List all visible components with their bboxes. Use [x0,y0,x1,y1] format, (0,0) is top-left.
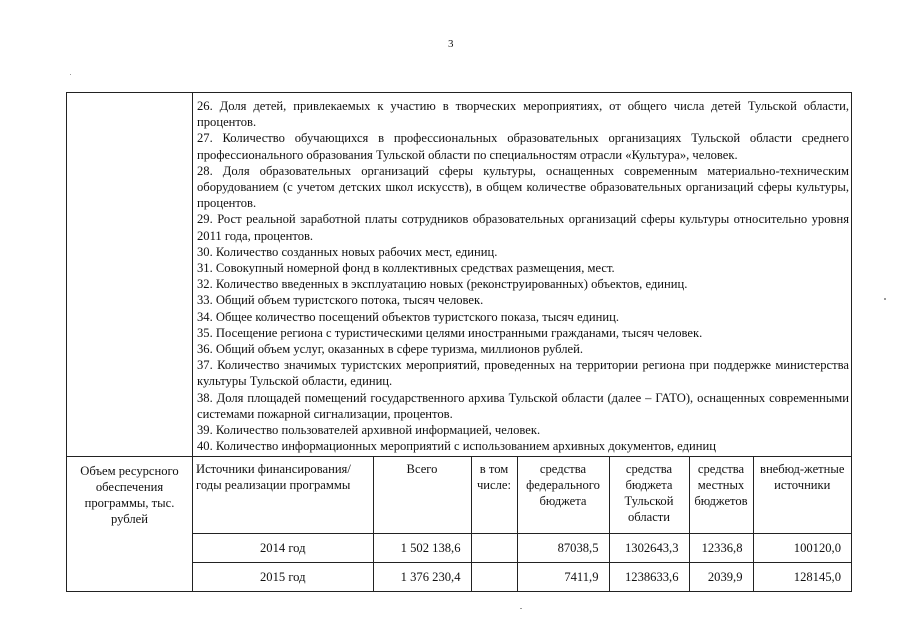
indicator-item: 39. Количество пользователей архивной информацией, человек. [197,423,541,438]
indicator-item: 33. Общий объем туристского потока, тысяч человек. [197,293,484,308]
regional-cell: 1238633,6 [609,563,689,592]
extra-cell: 100120,0 [753,534,851,563]
indicators-left-cell [67,93,193,457]
indicator-item: 32. Количество введенных в эксплуатацию новых (реконструированных) объектов, единиц. [197,277,688,292]
incl-cell [471,534,517,563]
scan-speck [520,608,522,609]
finance-cell [193,457,852,592]
indicator-item: 36. Общий объем услуг, оказанных в сфере туризма, миллионов рублей. [197,342,584,357]
finance-header-row [193,457,851,534]
indicators-cell [193,93,852,457]
finance-table [193,457,851,591]
header-local: средства местных бюджетов [689,457,753,534]
header-total: Всего [373,457,471,534]
indicator-item: 30. Количество созданных новых рабочих мест, единиц. [197,244,498,259]
indicator-item: 38. Доля площадей помещений государственного архива Тульской области (далее – ГАТО), оснащенных современными системами пожарной сигнализации, процентов. [197,390,849,421]
header-regional: средства бюджета Тульской области [609,457,689,534]
local-cell: 2039,9 [689,563,753,592]
passport-table [66,92,852,592]
table-row [193,563,851,592]
incl-cell [471,563,517,592]
header-extra: внебюд-жетные источники [753,457,851,534]
table-row [193,534,851,563]
total-cell: 1 502 138,6 [373,534,471,563]
indicator-item: 29. Рост реальной заработной платы сотрудников образовательных организаций сферы культуры относительно уровня 2011 года, процентов. [197,212,849,243]
indicator-item: 40. Количество информационных мероприятий с использованием архивных документов, единиц [197,439,716,454]
year-cell: 2014 год [193,534,373,563]
page-number: 3 [448,38,454,50]
resource-row [67,457,852,592]
indicator-item: 31. Совокупный номерной фонд в коллективных средствах размещения, мест. [197,261,615,276]
header-sources: Источники финансирования/ годы реализации программы [193,457,373,534]
federal-cell: 7411,9 [517,563,609,592]
indicator-item: 26. Доля детей, привлекаемых к участию в творческих мероприятиях, от общего числа детей Тульской области, процентов. [197,99,849,130]
indicator-item: 34. Общее количество посещений объектов туристского показа, тысяч единиц. [197,309,619,324]
header-incl: в том числе: [471,457,517,534]
scan-speck [884,298,886,300]
indicators-row [67,93,852,457]
year-cell: 2015 год [193,563,373,592]
resource-label-cell [67,457,193,592]
indicator-item: 37. Количество значимых туристских мероприятий, проведенных на территории региона при поддержке министерства культуры Тульской области, единиц. [197,358,849,389]
total-cell: 1 376 230,4 [373,563,471,592]
local-cell: 12336,8 [689,534,753,563]
regional-cell: 1302643,3 [609,534,689,563]
federal-cell: 87038,5 [517,534,609,563]
extra-cell: 128145,0 [753,563,851,592]
indicator-list [193,93,851,456]
indicator-item: 27. Количество обучающихся в профессиональных образовательных организациях Тульской области среднего профессионального образования Тульской области по специальностям отрасли «Культура», человек. [197,131,849,162]
indicator-item: 28. Доля образовательных организаций сферы культуры, оснащенных современным материально-техническим оборудованием (с учетом детских школ искусств), в общем количестве образовательных организаций сферы культуры, процентов. [197,163,849,211]
indicator-item: 35. Посещение региона с туристическими целями иностранными гражданами, тысяч человек. [197,325,703,340]
header-federal: средства федерального бюджета [517,457,609,534]
resource-label: Объем ресурсного обеспечения программы, тыс. рублей [80,464,179,527]
scan-speck [70,74,71,75]
